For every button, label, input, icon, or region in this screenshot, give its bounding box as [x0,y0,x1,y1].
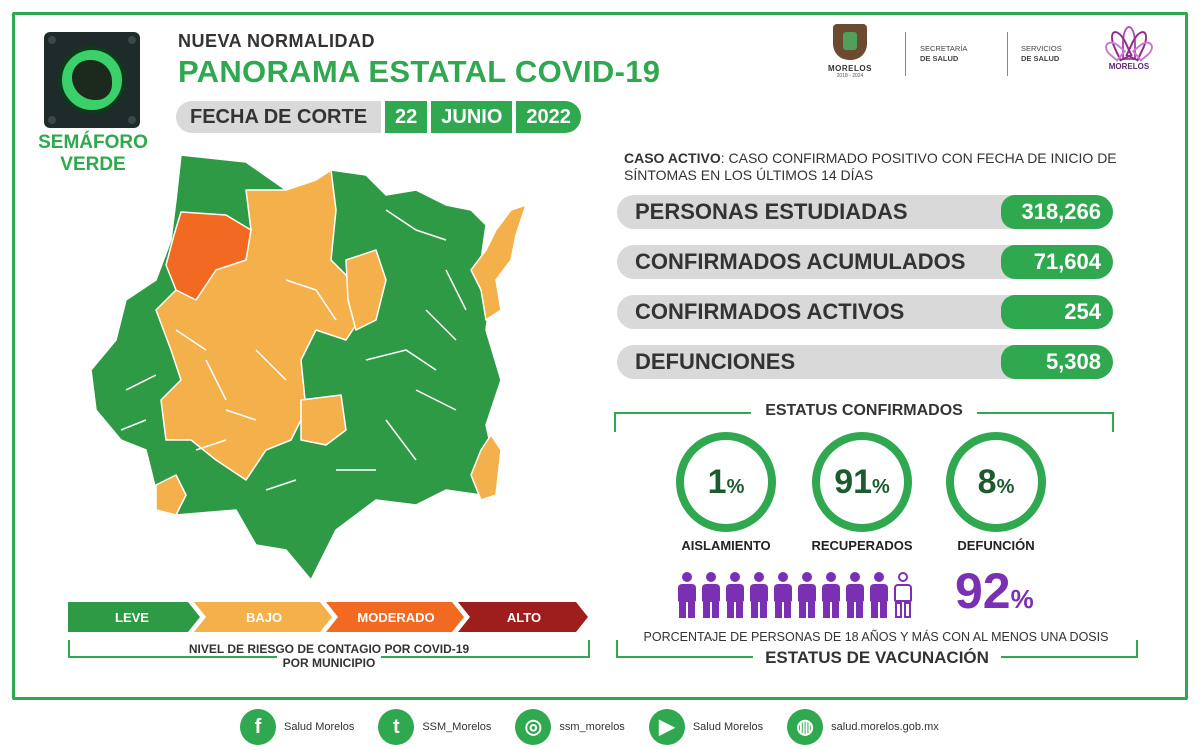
status-title [614,402,1114,420]
semaforo-label-line1: SEMÁFORO [38,132,148,153]
status-ring-aislamiento [676,432,776,532]
facebook-icon[interactable]: f [240,709,276,745]
vaccination-people-icons [676,572,914,618]
vaccination-value: 92 [955,563,1011,619]
secretaria-line2: DE SALUD [920,54,959,63]
status-value: 1 [707,463,727,501]
person-icon [700,572,722,618]
servicios-line2: DE SALUD [1021,54,1060,63]
social-web[interactable] [787,709,939,745]
stat-label: DEFUNCIONES [617,345,1017,379]
social-youtube[interactable] [649,709,763,745]
stat-value: 71,604 [1001,245,1113,279]
person-outline-icon [892,572,914,618]
status-value: 91 [834,463,873,501]
legend-leve-label: LEVE [115,610,149,625]
vaccination-unit: % [1010,584,1034,614]
definition-text: : CASO CONFIRMADO POSITIVO CON FECHA DE INICIO DE SÍNTOMAS EN LOS ÚLTIMOS 14 DÍAS [624,150,1117,183]
stat-defunciones [617,345,1113,379]
secretaria-line1: SECRETARÍA [920,44,968,53]
morelos-logo-name: MORELOS [828,64,872,73]
cutoff-date-day: 22 [385,101,427,133]
lotus-logo [1101,24,1157,71]
status-label-defuncion: DEFUNCIÓN [957,538,1035,553]
page-subtitle: NUEVA NORMALIDAD [178,31,375,51]
logo-divider [1007,32,1008,76]
risk-legend [68,602,588,632]
person-icon [844,572,866,618]
stat-confirmados-activos [617,295,1113,329]
legend-moderado-label: MODERADO [357,610,435,625]
youtube-icon[interactable]: ▶ [649,709,685,745]
coat-of-arms-icon [833,24,867,60]
person-icon [676,572,698,618]
semaforo-label-line2: VERDE [60,154,126,175]
person-icon [820,572,842,618]
secretaria-logo [920,44,967,64]
status-ring-defuncion [946,432,1046,532]
vaccination-caption-text: PORCENTAJE DE PERSONAS DE 18 AÑOS Y MÁS CON AL MENOS UNA DOSIS [638,630,1115,644]
cutoff-date-year: 2022 [516,101,581,133]
social-footer [240,707,963,747]
status-unit: % [726,476,745,498]
status-unit: % [872,476,890,498]
social-facebook[interactable] [240,709,354,745]
stat-label: PERSONAS ESTUDIADAS [617,195,1017,229]
definition-term: CASO ACTIVO [624,150,721,166]
web-icon[interactable]: ◍ [787,709,823,745]
institution-logos [815,24,1155,88]
legend-caption-line2: POR MUNICIPIO [277,656,382,670]
morelos-logo-years: 2018 - 2024 [836,73,864,79]
legend-bajo-label: BAJO [245,610,283,625]
cutoff-date-month: JUNIO [431,101,512,133]
logo-divider [905,32,906,76]
page-title: PANORAMA ESTATAL COVID-19 [178,54,661,89]
traffic-light-icon [44,32,140,128]
twitter-icon[interactable]: t [378,709,414,745]
legend-caption [68,642,590,670]
servicios-logo [1021,44,1062,64]
vaccination-title [616,648,1138,668]
morelos-municipality-map [86,150,536,580]
social-twitter-text[interactable]: SSM_Morelos [422,721,492,733]
person-icon [724,572,746,618]
stat-value: 318,266 [1001,195,1113,229]
servicios-line1: SERVICIOS [1021,44,1062,53]
stat-personas-estudiadas [617,195,1113,229]
social-web-text[interactable]: salud.morelos.gob.mx [831,721,939,733]
vaccination-percent [955,562,1034,620]
lotus-icon [1107,24,1151,60]
stat-confirmados-acumulados [617,245,1113,279]
status-label-recuperados: RECUPERADOS [811,538,913,553]
legend-caption-bold: COVID-19 [413,642,470,656]
lotus-logo-name: MORELOS [1108,62,1150,71]
person-icon [748,572,770,618]
stat-value: 5,308 [1001,345,1113,379]
social-instagram[interactable] [515,709,624,745]
status-value: 8 [977,463,997,501]
status-ring-recuperados [812,432,912,532]
vaccination-title-text: ESTATUS DE VACUNACIÓN [753,648,1001,667]
person-icon [772,572,794,618]
instagram-icon[interactable]: ◎ [515,709,551,745]
stat-value: 254 [1001,295,1113,329]
person-icon [868,572,890,618]
social-youtube-text[interactable]: Salud Morelos [692,721,764,733]
legend-alto-label: ALTO [506,610,542,625]
stat-label: CONFIRMADOS ACUMULADOS [617,245,1017,279]
active-case-definition [624,150,1124,184]
vaccination-caption [616,630,1136,644]
cutoff-date-label: FECHA DE CORTE [176,101,381,133]
social-instagram-text[interactable]: ssm_morelos [559,721,625,733]
person-icon [796,572,818,618]
status-unit: % [996,476,1015,498]
legend-caption-text: NIVEL DE RIESGO DE CONTAGIO POR [188,642,414,656]
cutoff-date [176,101,581,133]
status-title-text: ESTATUS CONFIRMADOS [751,402,977,419]
stat-label: CONFIRMADOS ACTIVOS [617,295,1017,329]
morelos-logo [815,24,885,79]
status-label-aislamiento: AISLAMIENTO [681,538,771,553]
green-light-icon [58,46,126,114]
social-twitter[interactable] [378,709,491,745]
social-facebook-text[interactable]: Salud Morelos [284,721,355,733]
